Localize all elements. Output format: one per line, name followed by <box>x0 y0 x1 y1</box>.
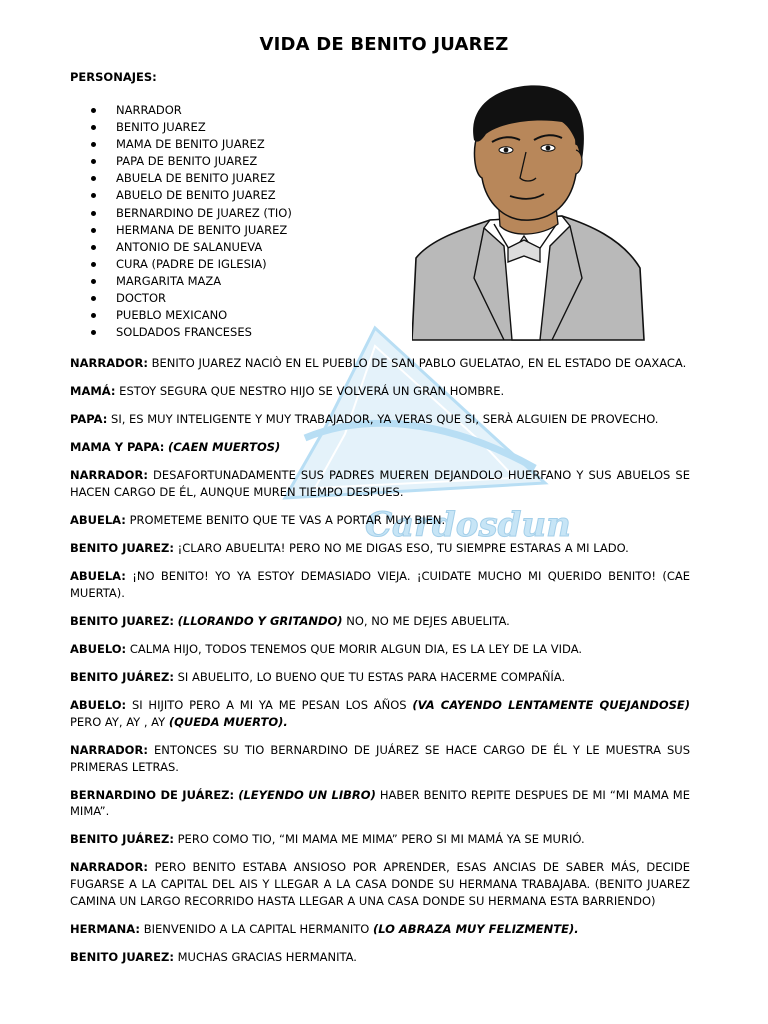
character-name: ABUELO DE BENITO JUAREZ <box>116 188 276 203</box>
dialogue-line <box>70 613 690 630</box>
character-item <box>70 273 292 290</box>
dialogue-text: PROMETEME BENITO QUE TE VAS A PORTAR MUY BIEN. <box>129 513 446 528</box>
dialogue-line <box>70 787 690 820</box>
dialogue-text: PERO BENITO ESTABA ANSIOSO POR APRENDER, ESAS ANCIAS DE SABER MÁS, DECIDE FUGARSE A LA CAPITAL DEL AIS Y LLEGAR A LA CASA DONDE SU HERMANA TRABAJABA. (BENITO JUAREZ CAMINA UN LARGO RECORRIDO HASTA LLEGAR A UNA CASA DONDE SU HERMANA ESTA BARRIENDO) <box>70 860 691 908</box>
dialogue-line <box>70 439 690 456</box>
dialogue-line <box>70 831 690 848</box>
speaker-name: BENITO JUAREZ: <box>70 949 174 964</box>
dialogue-text: PERO AY, AY , AY <box>70 714 169 729</box>
character-item <box>70 205 292 222</box>
bullet-icon <box>91 262 96 267</box>
dialogue-text: BIENVENIDO A LA CAPITAL HERMANITO <box>143 921 373 936</box>
dialogue-line <box>70 411 690 428</box>
bullet-icon <box>91 245 96 250</box>
dialogue-text: SI ABUELITO, LO BUENO QUE TU ESTAS PARA HACERME COMPAÑÍA. <box>177 670 566 685</box>
dialogue-text: SI HIJITO PERO A MI YA ME PESAN LOS AÑOS <box>131 698 413 713</box>
script-dialogue <box>70 355 690 977</box>
bullet-icon <box>91 296 96 301</box>
bullet-icon <box>91 159 96 164</box>
character-item <box>70 153 292 170</box>
speaker-name: NARRADOR: <box>70 742 148 757</box>
character-name: NARRADOR <box>116 103 182 117</box>
character-name: HERMANA DE BENITO JUAREZ <box>116 222 288 237</box>
dialogue-line <box>70 697 690 730</box>
dialogue-line <box>70 641 690 658</box>
character-name: ANTONIO DE SALANUEVA <box>116 239 263 254</box>
speaker-name: BENITO JUÁREZ: <box>70 670 174 685</box>
character-name: SOLDADOS FRANCESES <box>116 325 252 340</box>
stage-direction: (LLORANDO Y GRITANDO) <box>177 613 343 628</box>
character-item <box>70 102 292 119</box>
stage-direction: (QUEDA MUERTO). <box>168 714 288 729</box>
character-name: PUEBLO MEXICANO <box>116 308 228 323</box>
speaker-name: NARRADOR: <box>70 860 148 875</box>
dialogue-line <box>70 859 690 909</box>
dialogue-line <box>70 355 690 372</box>
dialogue-text: DESAFORTUNADAMENTE SUS PADRES MUEREN DEJANDOLO HUERFANO Y SUS ABUELOS SE HACEN CARGO DE ÉL, AUNQUE MUREN TIEMPO DESPUES. <box>70 468 690 499</box>
dialogue-text: ESTOY SEGURA QUE NESTRO HIJO SE VOLVERÁ UN GRAN HOMBRE. <box>119 384 505 399</box>
character-item <box>70 119 292 136</box>
dialogue-line <box>70 467 690 500</box>
character-name: PAPA DE BENITO JUAREZ <box>116 154 258 169</box>
character-name: MAMA DE BENITO JUAREZ <box>116 137 265 152</box>
character-name: ABUELA DE BENITO JUAREZ <box>116 171 276 186</box>
character-item <box>70 136 292 153</box>
dialogue-text: ¡CLARO ABUELITA! PERO NO ME DIGAS ESO, TU SIEMPRE ESTARAS A MI LADO. <box>177 541 629 556</box>
dialogue-text: HABER BENITO REPITE DESPUES DE MI “MI MAMA ME MIMA”. <box>70 787 690 819</box>
characters-label: PERSONAJES: <box>70 70 157 84</box>
speaker-name: BENITO JUAREZ: <box>70 613 174 628</box>
speaker-name: NARRADOR: <box>70 356 148 370</box>
dialogue-text: ENTONCES SU TIO BERNARDINO DE JUÁREZ SE HACE CARGO DE ÉL Y LE MUESTRA SUS PRIMERAS LETRAS. <box>70 742 690 774</box>
dialogue-line <box>70 949 690 966</box>
speaker-name: MAMA Y PAPA: <box>70 440 165 455</box>
bullet-icon <box>91 211 96 216</box>
speaker-name: HERMANA: <box>70 921 141 936</box>
speaker-name: NARRADOR: <box>70 468 148 483</box>
dialogue-text: NO, NO ME DEJES ABUELITA. <box>342 613 510 628</box>
speaker-name: BERNARDINO DE JUÁREZ: <box>70 787 235 802</box>
speaker-name: ABUELA: <box>70 513 126 528</box>
character-name: BERNARDINO DE JUAREZ (TIO) <box>116 205 292 220</box>
stage-direction: (LO ABRAZA MUY FELIZMENTE). <box>372 921 579 936</box>
speaker-name: BENITO JUÁREZ: <box>70 832 174 847</box>
dialogue-text: SI, ES MUY INTELIGENTE Y MUY TRABAJADOR, YA VERAS QUE SI, SERÀ ALGUIEN DE PROVECHO. <box>111 412 659 427</box>
character-name: MARGARITA MAZA <box>116 273 222 288</box>
speaker-name: ABUELA: <box>70 569 126 584</box>
dialogue-line <box>70 540 690 557</box>
bullet-icon <box>91 313 96 318</box>
character-item <box>70 239 292 256</box>
character-name: DOCTOR <box>116 291 167 306</box>
stage-direction: (LEYENDO UN LIBRO) <box>238 787 376 802</box>
dialogue-text: MUCHAS GRACIAS HERMANITA. <box>177 949 357 964</box>
character-item <box>70 222 292 239</box>
bullet-icon <box>91 228 96 233</box>
watermark-text: Cardosdun <box>365 505 571 545</box>
dialogue-text: BENITO JUAREZ NACIÒ EN EL PUEBLO DE SAN PABLO GUELATAO, EN EL ESTADO DE OAXACA. <box>151 356 687 370</box>
dialogue-line <box>70 742 690 775</box>
dialogue-text: CALMA HIJO, TODOS TENEMOS QUE MORIR ALGUN DIA, ES LA LEY DE LA VIDA. <box>129 642 583 657</box>
character-name: BENITO JUAREZ <box>116 120 206 135</box>
speaker-name: PAPA: <box>70 412 108 427</box>
speaker-name: MAMÁ: <box>70 384 116 399</box>
bullet-icon <box>91 142 96 147</box>
stage-direction: (VA CAYENDO LENTAMENTE QUEJANDOSE) <box>412 698 690 713</box>
bullet-icon <box>91 125 96 130</box>
speaker-name: ABUELO: <box>70 642 127 657</box>
bullet-icon <box>91 330 96 335</box>
dialogue-text: PERO COMO TIO, “MI MAMA ME MIMA” PERO SI MI MAMÁ YA SE MURIÓ. <box>177 832 585 847</box>
dialogue-line <box>70 921 690 938</box>
speaker-name: BENITO JUAREZ: <box>70 541 174 556</box>
benito-juarez-portrait <box>412 78 648 343</box>
character-item <box>70 256 292 273</box>
bullet-icon <box>91 193 96 198</box>
dialogue-line <box>70 383 690 400</box>
speaker-name: ABUELO: <box>70 698 127 713</box>
dialogue-line <box>70 512 690 529</box>
document-title: VIDA DE BENITO JUAREZ <box>259 34 509 55</box>
dialogue-text: ¡NO BENITO! YO YA ESTOY DEMASIADO VIEJA. ¡CUIDATE MUCHO MI QUERIDO BENITO! (CAE MUERTA). <box>70 569 690 600</box>
character-item <box>70 187 292 204</box>
bullet-icon <box>91 108 96 113</box>
character-item <box>70 290 292 307</box>
characters-list <box>70 102 292 341</box>
character-name: CURA (PADRE DE IGLESIA) <box>116 256 267 271</box>
bullet-icon <box>91 279 96 284</box>
character-item <box>70 170 292 187</box>
dialogue-line <box>70 568 690 601</box>
stage-direction: (CAEN MUERTOS) <box>168 440 281 455</box>
bullet-icon <box>91 176 96 181</box>
dialogue-line <box>70 669 690 686</box>
